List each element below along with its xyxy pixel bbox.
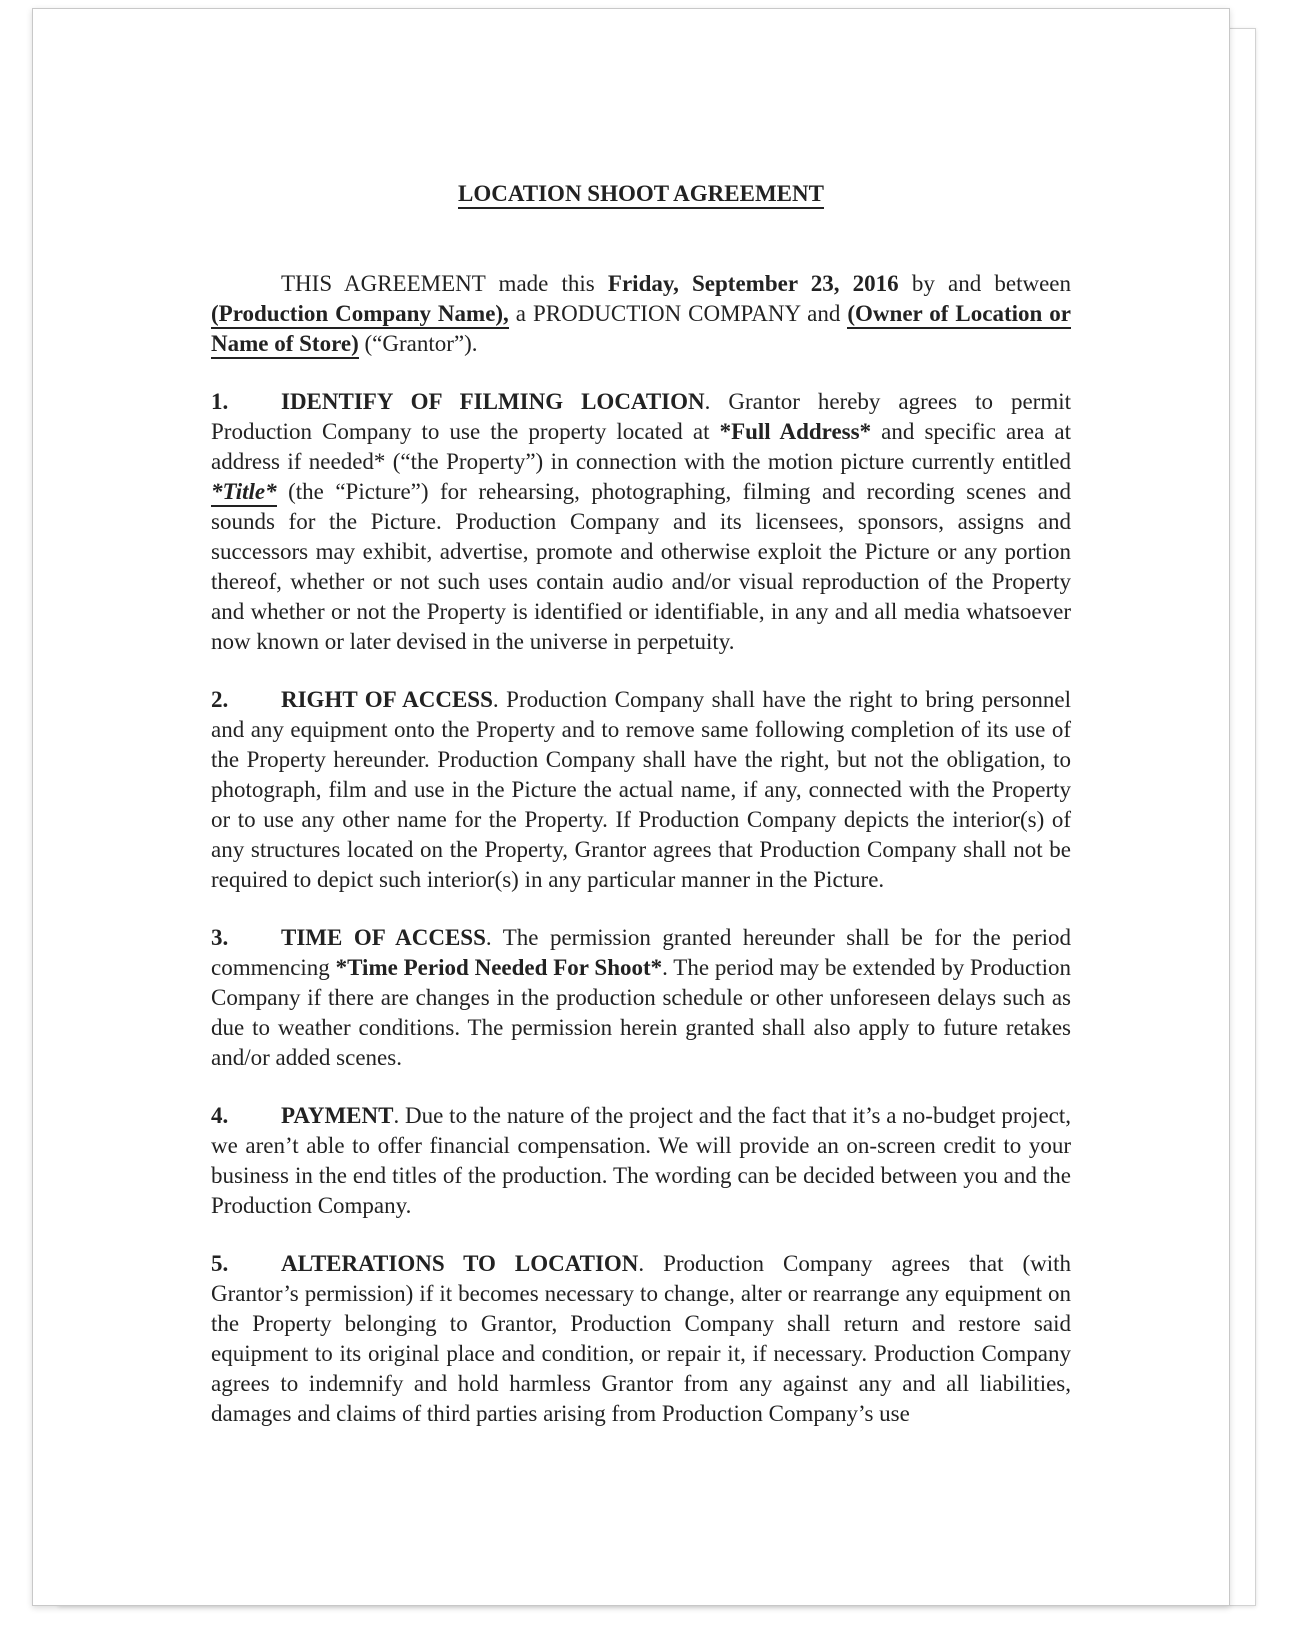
section-2 (211, 685, 1071, 895)
section-number: 2. (211, 687, 229, 712)
section-heading: ALTERATIONS TO LOCATION (281, 1251, 639, 1276)
section-heading: PAYMENT (281, 1103, 394, 1128)
section-3 (211, 923, 1071, 1073)
document-body (211, 179, 1071, 1457)
document-page (32, 8, 1230, 1606)
section-number: 5. (211, 1251, 229, 1276)
agreement-date: Friday, September 23, 2016 (607, 271, 899, 296)
section-text: . Production Company agrees that (with Grantor’s permission) if it becomes necessary to change, alter or rearrange any equipment on the Property belonging to Grantor, Production Company shall return and restore said equipment to its original place and condition, or repair it, if necessary. Production Company agrees to indemnify and hold harmless Grantor from any against any and all liabilities, damages and claims of third parties arising from Production Company’s use (211, 1251, 1071, 1426)
section-text: and specific area at address if needed* (“the Property”) in connection with the motion picture currently entitled (211, 419, 1072, 474)
section-text: . The permission granted hereunder shall be for the period commencing (211, 925, 1072, 980)
section-number: 3. (211, 925, 229, 950)
intro-text-3: a PRODUCTION COMPANY and (508, 301, 848, 326)
document-title (211, 179, 1071, 209)
owner-placeholder: (Owner of Location or Name of Store) (211, 301, 1071, 359)
section-heading: RIGHT OF ACCESS (281, 687, 493, 712)
section-text: (the “Picture”) for rehearsing, photographing, filming and recording scenes and sounds for the Picture. Production Company and its licensees, sponsors, assigns and successors may exhibit, advertise, promote and otherwise exploit the Picture or any portion thereof, whether or not such uses contain audio and/or visual reproduction of the Property and whether or not the Property is identified or identifiable, in any and all media whatsoever now known or later devised in the universe in perpetuity. (211, 479, 1071, 654)
section-number: 1. (211, 389, 229, 414)
section-text: . Grantor hereby agrees to permit Production Company to use the property located at (211, 389, 1071, 444)
intro-paragraph (211, 269, 1071, 359)
section-heading: TIME OF ACCESS (281, 925, 486, 950)
section-1 (211, 387, 1071, 657)
intro-text-4: (“Grantor”). (358, 331, 478, 356)
section-heading: IDENTIFY OF FILMING LOCATION (281, 389, 705, 414)
document-title-text: LOCATION SHOOT AGREEMENT (458, 181, 824, 209)
section-text: . Due to the nature of the project and the fact that it’s a no-budget project, we aren’t able to offer financial compensation. We will provide an on-screen credit to your business in the end titles of the production. The wording can be decided between you and the Production Company. (211, 1103, 1071, 1218)
intro-text-2: by and between (898, 271, 1071, 296)
section-text: . The period may be extended by Production Company if there are changes in the production schedule or other unforeseen delays such as due to weather conditions. The permission herein granted shall also apply to future retakes and/or added scenes. (211, 955, 1071, 1070)
production-company-placeholder: (Production Company Name), (211, 301, 509, 329)
section-text: . Production Company shall have the right to bring personnel and any equipment onto the Property and to remove same following completion of its use of the Property hereunder. Production Company shall have the right, but not the obligation, to photograph, film and use in the Picture the actual name, if any, connected with the Property or to use any other name for the Property. If Production Company depicts the interior(s) of any structures located on the Property, Grantor agrees that Production Company shall not be required to depict such interior(s) in any particular manner in the Picture. (211, 687, 1071, 892)
section-5 (211, 1249, 1071, 1429)
full-address-placeholder: *Full Address* (719, 419, 872, 444)
time-period-placeholder: *Time Period Needed For Shoot* (335, 955, 663, 980)
section-number: 4. (211, 1103, 229, 1128)
intro-text-1: THIS AGREEMENT made this (281, 271, 608, 296)
picture-title-placeholder: *Title* (211, 479, 277, 507)
section-4 (211, 1101, 1071, 1221)
